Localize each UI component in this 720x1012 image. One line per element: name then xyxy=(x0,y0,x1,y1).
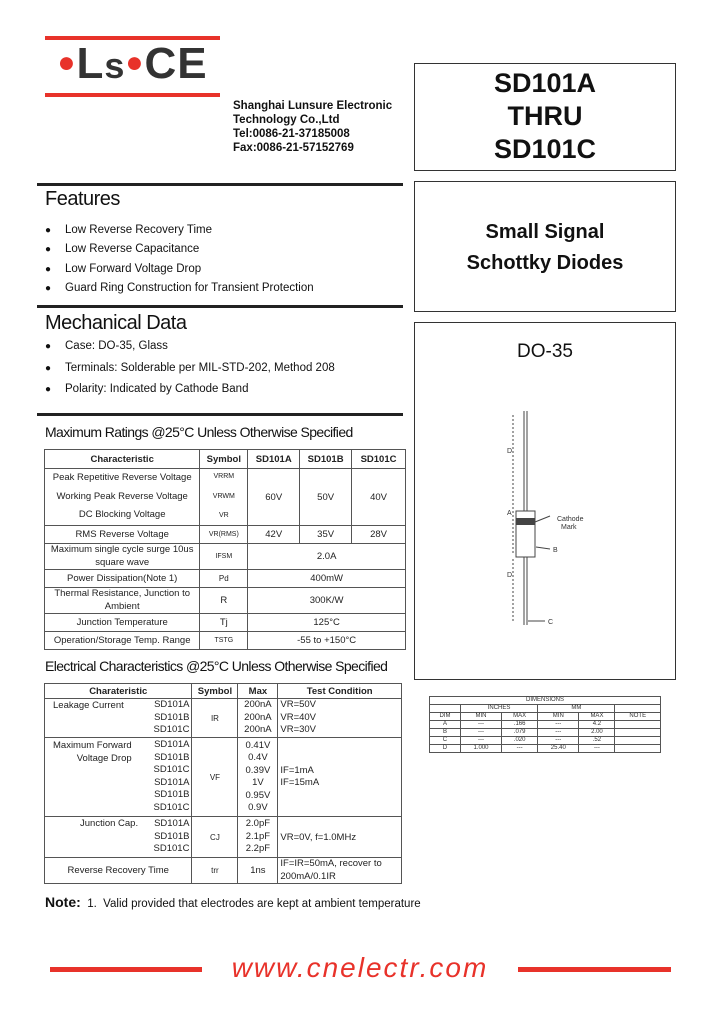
footer-website-link[interactable]: www.cnelectr.com xyxy=(231,952,489,983)
label-cathode-1: Cathode xyxy=(557,516,584,523)
table-cell: IR xyxy=(192,699,238,738)
logo-bottom-bar xyxy=(45,93,220,97)
table-cell: Peak Repetitive Reverse Voltage Working Peak Reverse Voltage DC Blocking Voltage xyxy=(45,469,200,526)
table-cell: Tj xyxy=(200,614,248,632)
col-header: SD101A xyxy=(248,450,300,469)
mechanical-list xyxy=(45,336,335,401)
package-box xyxy=(414,322,676,680)
dim-cell xyxy=(430,705,461,713)
table-cell: 125°C xyxy=(248,614,406,632)
ratings-divider xyxy=(37,413,403,416)
table-cell: 400mW xyxy=(248,570,406,588)
table-cell: 2.0A xyxy=(248,544,406,570)
table-cell: TSTG xyxy=(200,632,248,650)
dim-row: A --- .166 --- 4.2 xyxy=(430,721,661,729)
table-cell: IFSM xyxy=(200,544,248,570)
footer-bar-left xyxy=(50,967,202,972)
title-line-2: THRU xyxy=(507,101,583,131)
table-cell: Junction Temperature xyxy=(45,614,200,632)
table-cell: 300K/W xyxy=(248,588,406,614)
table-cell: 28V xyxy=(352,526,406,544)
title-line-3: SD101C xyxy=(493,134,597,164)
part-number-box xyxy=(414,63,676,171)
table-cell: Reverse Recovery Time xyxy=(45,858,192,884)
logo-letter-e: E xyxy=(177,39,208,88)
max-ratings-title: Maximum Ratings @25°C Unless Otherwise Specified xyxy=(45,424,353,440)
logo-letter-c: C xyxy=(144,39,178,88)
dim-cell xyxy=(615,705,661,713)
label-d-top: D xyxy=(507,448,513,455)
dim-header: MAX xyxy=(502,713,538,721)
table-cell: Pd xyxy=(200,570,248,588)
table-cell: 42V xyxy=(248,526,300,544)
description-box xyxy=(414,181,676,312)
col-header: SD101C xyxy=(352,450,406,469)
dim-header: MAX xyxy=(579,713,615,721)
mechanical-item: ● Case: DO-35, Glass xyxy=(45,336,335,358)
label-a: A xyxy=(507,510,512,517)
mechanical-item: ● Terminals: Solderable per MIL-STD-202, Method 208 xyxy=(45,358,335,380)
features-divider xyxy=(37,183,403,186)
company-name-1: Shanghai Lunsure Electronic xyxy=(233,100,393,112)
mechanical-title: Mechanical Data xyxy=(45,312,187,334)
feature-item: ● Low Reverse Recovery Time xyxy=(45,221,314,240)
col-header: Characteristic xyxy=(45,450,200,469)
dimensions-table xyxy=(429,696,661,753)
max-ratings-table xyxy=(44,449,406,650)
table-cell: CJ xyxy=(192,817,238,858)
col-header: Symbol xyxy=(200,450,248,469)
dim-header: MIN xyxy=(538,713,579,721)
subtitle-line-1: Small Signal xyxy=(485,221,605,243)
dim-row: B --- .079 --- 2.00 xyxy=(430,729,661,737)
label-d-bottom: D xyxy=(507,572,513,579)
table-cell: Power Dissipation(Note 1) xyxy=(45,570,200,588)
dim-header: MIN xyxy=(460,713,501,721)
logo-dot-mid: ● xyxy=(125,46,145,79)
company-tel: Tel:0086-21-37185008 xyxy=(233,128,350,140)
cathode-band xyxy=(516,518,535,525)
table-cell: trr xyxy=(192,858,238,884)
table-cell: Operation/Storage Temp. Range xyxy=(45,632,200,650)
note-label: Note xyxy=(45,894,77,910)
package-name: DO-35 xyxy=(517,341,573,362)
b-leader xyxy=(536,547,550,549)
table-cell: 2.0pF 2.1pF 2.2pF xyxy=(238,817,278,858)
label-b: B xyxy=(553,547,558,554)
table-cell: -55 to +150°C xyxy=(248,632,406,650)
diode-body xyxy=(516,511,535,557)
dim-row: D 1.000 --- 25.40 --- xyxy=(430,745,661,753)
dim-header: NOTE xyxy=(615,713,661,721)
mechanical-item: ● Polarity: Indicated by Cathode Band xyxy=(45,379,335,401)
dim-header: MM xyxy=(538,705,615,713)
table-cell: 60V xyxy=(248,469,300,526)
electrical-table xyxy=(44,683,402,884)
note: Note: 1. Valid provided that electrodes are kept at ambient temperature xyxy=(45,894,421,910)
logo-letter-l: L xyxy=(76,39,105,88)
features-title: Features xyxy=(45,188,120,210)
title-line-1: SD101A xyxy=(493,68,597,98)
package-drawing xyxy=(415,323,675,679)
dim-title: DIMENSIONS xyxy=(430,697,661,705)
company-fax: Fax:0086-21-57152769 xyxy=(233,142,354,154)
electrical-title: Electrical Characteristics @25°C Unless Otherwise Specified xyxy=(45,658,388,674)
logo-dot-left: ● xyxy=(57,46,77,79)
dim-header: INCHES xyxy=(460,705,537,713)
table-cell: IF=IR=50mA, recover to 200mA/0.1IR xyxy=(278,858,402,884)
table-cell: VF xyxy=(192,738,238,817)
features-list xyxy=(45,221,314,298)
table-cell: Maximum Forward Voltage Drop SD101A SD101B SD101C SD101A SD101B SD101C xyxy=(45,738,192,817)
feature-item: ● Low Forward Voltage Drop xyxy=(45,260,314,279)
feature-item: ● Guard Ring Construction for Transient Protection xyxy=(45,279,314,298)
company-logo xyxy=(45,39,220,91)
cathode-leader xyxy=(535,516,550,522)
dim-header: DIM xyxy=(430,713,461,721)
table-cell: VR=50V VR=40V VR=30V xyxy=(278,699,402,738)
table-cell: 1ns xyxy=(238,858,278,884)
table-cell: Leakage Current SD101A SD101B SD101C xyxy=(45,699,192,738)
table-cell: 35V xyxy=(300,526,352,544)
table-cell: Maximum single cycle surge 10us square wave xyxy=(45,544,200,570)
subtitle-line-2: Schottky Diodes xyxy=(466,252,624,274)
note-text: Valid provided that electrodes are kept at ambient temperature xyxy=(103,898,421,910)
company-info xyxy=(233,99,392,155)
table-cell: Thermal Resistance, Junction to Ambient xyxy=(45,588,200,614)
logo-letter-s: s xyxy=(104,45,126,86)
table-cell: 40V xyxy=(352,469,406,526)
col-header: Max xyxy=(238,684,278,699)
col-header: Symbol xyxy=(192,684,238,699)
table-cell: 50V xyxy=(300,469,352,526)
table-cell: 200nA 200nA 200nA xyxy=(238,699,278,738)
table-cell: Junction Cap. SD101A SD101B SD101C xyxy=(45,817,192,858)
table-cell: R xyxy=(200,588,248,614)
col-header: Charateristic xyxy=(45,684,192,699)
label-c: C xyxy=(548,619,554,626)
mechanical-divider xyxy=(37,305,403,308)
table-cell: VRRM VRWM VR xyxy=(200,469,248,526)
dim-row: C --- .020 --- .52 xyxy=(430,737,661,745)
table-cell: IF=1mA IF=15mA xyxy=(278,738,402,817)
table-cell: 0.41V 0.4V 0.39V 1V 0.95V 0.9V xyxy=(238,738,278,817)
col-header: SD101B xyxy=(300,450,352,469)
table-cell: RMS Reverse Voltage xyxy=(45,526,200,544)
company-name-2: Technology Co.,Ltd xyxy=(233,114,340,126)
note-number: 1. xyxy=(87,898,97,910)
footer-bar-right xyxy=(518,967,671,972)
feature-item: ● Low Reverse Capacitance xyxy=(45,240,314,259)
col-header: Test Condition xyxy=(278,684,402,699)
table-cell: VR=0V, f=1.0MHz xyxy=(278,817,402,858)
label-cathode-2: Mark xyxy=(561,524,577,531)
table-cell: VR(RMS) xyxy=(200,526,248,544)
